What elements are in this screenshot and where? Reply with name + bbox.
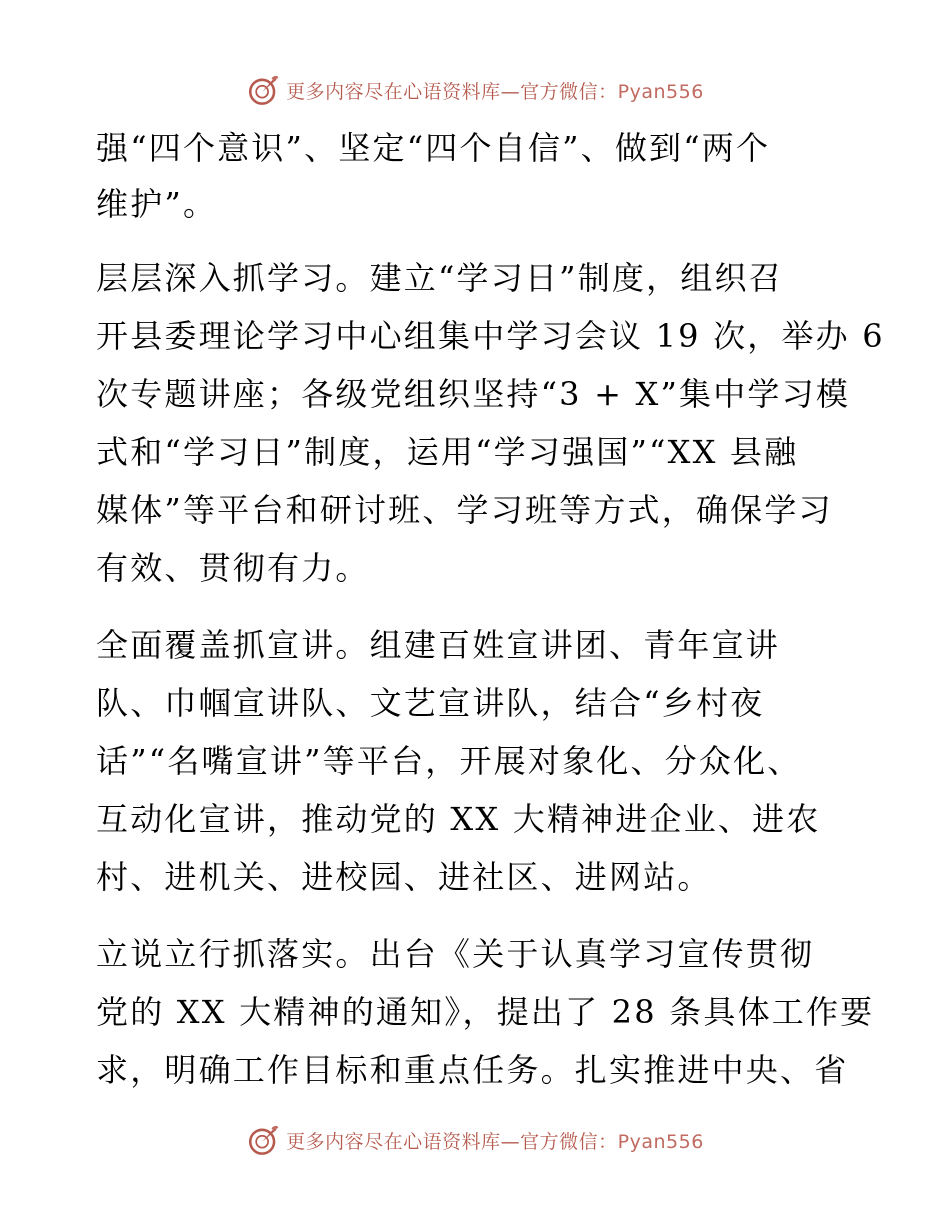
text-line: 队、巾帼宣讲队、文艺宣讲队，结合“乡村夜 [96,684,765,722]
footer-watermark [0,1120,950,1160]
text-line: 强“四个意识”、坚定“四个自信”、做到“两个 [96,129,771,167]
text-line: 立说立行抓落实。出台《关于认真学习宣传贯彻 [96,935,815,973]
quill-circle-icon [246,73,280,107]
text-line: 维护”。 [96,185,218,223]
text-line: 式和“学习日”制度，运用“学习强国”“XX 县融 [96,433,799,471]
text-line: 全面覆盖抓宣讲。组建百姓宣讲团、青年宣讲 [96,626,781,664]
watermark-wechat-id: Pyan556 [617,1130,704,1153]
quill-circle-icon [246,1123,280,1157]
text-line: 党的 XX 大精神的通知》，提出了 28 条具体工作要 [96,993,875,1031]
text-line: 次专题讲座；各级党组织坚持“3 + X”集中学习模 [96,375,851,413]
watermark-text [286,77,704,104]
text-line: 互动化宣讲，推动党的 XX 大精神进企业、进农 [96,800,821,838]
text-line: 求，明确工作目标和重点任务。扎实推进中央、省 [96,1051,849,1089]
text-line: 媒体”等平台和研讨班、学习班等方式，确保学习 [96,491,833,529]
watermark-wechat-id: Pyan556 [617,80,704,103]
text-line: 有效、贯彻有力。 [96,549,370,587]
text-line: 层层深入抓学习。建立“学习日”制度，组织召 [96,259,783,297]
header-watermark [0,70,950,110]
text-line: 村、进机关、进校园、进社区、进网站。 [96,858,712,896]
watermark-label: 更多内容尽在心语资料库—官方微信： [286,80,618,103]
watermark-label: 更多内容尽在心语资料库—官方微信： [286,1130,618,1153]
text-line: 开县委理论学习中心组集中学习会议 19 次，举办 6 [96,317,885,355]
watermark-text [286,1127,704,1154]
text-line: 话”“名嘴宣讲”等平台，开展对象化、分众化、 [96,742,802,780]
